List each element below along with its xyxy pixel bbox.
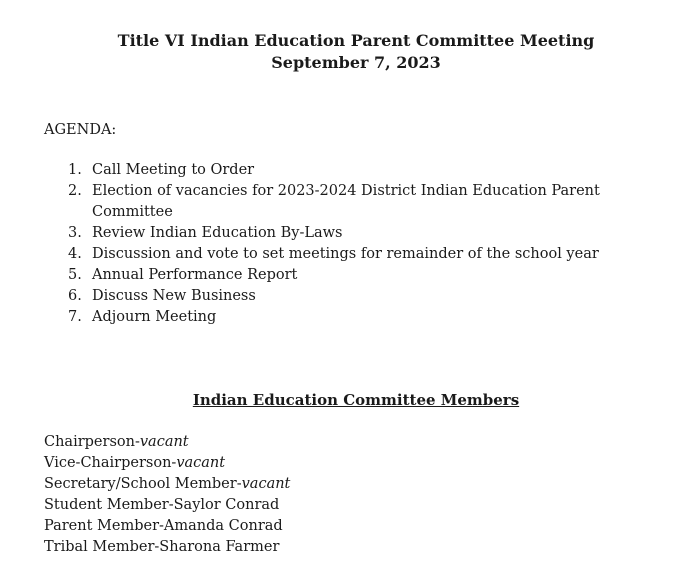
agenda-item-text: Election of vacancies for 2023-2024 District Indian Education Parent Committee	[92, 183, 600, 220]
agenda-item-text: Review Indian Education By-Laws	[92, 225, 343, 241]
document-title: Title VI Indian Education Parent Committee Meeting	[117, 31, 595, 50]
member-role: Parent Member-	[44, 518, 164, 534]
member-row	[44, 516, 290, 537]
agenda-item	[44, 223, 634, 244]
member-role: Chairperson-	[44, 434, 140, 450]
member-role: Tribal Member-	[44, 539, 160, 555]
member-status: vacant	[241, 476, 291, 492]
member-name: Saylor Conrad	[173, 497, 280, 513]
agenda-item-number: 1.	[68, 162, 82, 178]
agenda-item	[44, 286, 634, 307]
agenda-item-number: 6.	[68, 288, 82, 304]
committee-heading	[0, 390, 691, 411]
member-status: vacant	[139, 434, 189, 450]
agenda-item-number: 3.	[68, 225, 82, 241]
member-row	[44, 537, 290, 558]
agenda-item	[44, 307, 634, 328]
agenda-label: AGENDA:	[44, 122, 117, 138]
agenda-item-text: Call Meeting to Order	[92, 162, 255, 178]
committee-heading-text: Indian Education Committee Members	[192, 391, 520, 409]
agenda-item	[44, 265, 634, 286]
agenda-item-text: Discuss New Business	[92, 288, 256, 304]
member-row	[44, 432, 290, 453]
member-status: vacant	[176, 455, 226, 471]
agenda-item-number: 4.	[68, 246, 82, 262]
agenda-item-number: 7.	[68, 309, 82, 325]
meeting-date: September 7, 2023	[271, 53, 441, 72]
member-name: Sharona Farmer	[159, 539, 280, 555]
member-role: Vice-Chairperson-	[44, 455, 177, 471]
agenda-item	[44, 160, 634, 181]
member-role: Secretary/School Member-	[44, 476, 242, 492]
member-row	[44, 495, 290, 516]
agenda-item-number: 5.	[68, 267, 82, 283]
agenda-item	[44, 181, 634, 223]
member-role: Student Member-	[44, 497, 174, 513]
member-row	[44, 474, 290, 495]
agenda-item-text: Annual Performance Report	[92, 267, 298, 283]
member-row	[44, 453, 290, 474]
agenda-list	[44, 160, 634, 328]
agenda-item	[44, 244, 634, 265]
agenda-item-text: Adjourn Meeting	[92, 309, 217, 325]
committee-members-list	[44, 432, 290, 558]
agenda-item-number: 2.	[68, 183, 82, 199]
agenda-item-text: Discussion and vote to set meetings for remainder of the school year	[92, 246, 599, 262]
member-name: Amanda Conrad	[163, 518, 283, 534]
